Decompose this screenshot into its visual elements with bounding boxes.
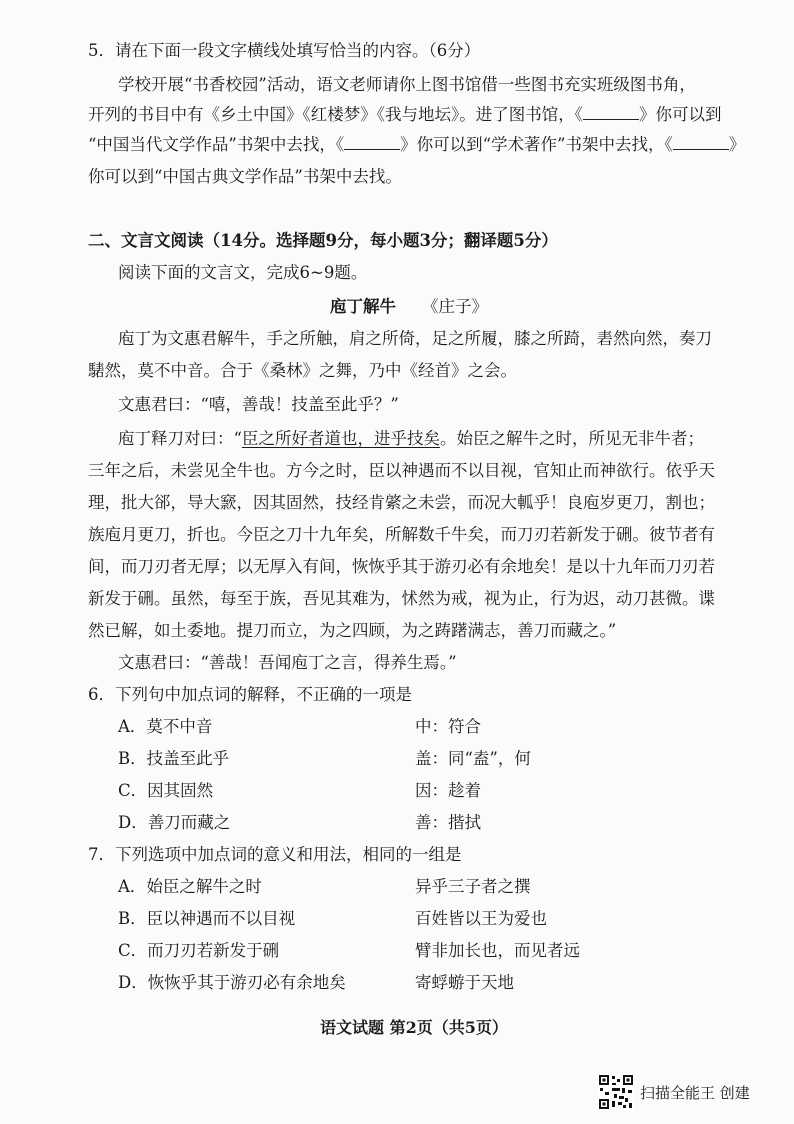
q5-line3: “中国当代文学作品”书架中去找，《 》你可以到“学术著作”书架中去找，《 》	[88, 135, 746, 154]
passage-line: 文惠君曰：“善哉！吾闻庖丁之言，得养生焉。”	[118, 653, 457, 672]
passage-title: 庖丁解牛 《庄子》	[330, 297, 488, 316]
q5-title: 5．请在下面一段文字横线处填写恰当的内容。（6分）	[88, 41, 481, 60]
passage-author: 《庄子》	[422, 297, 488, 316]
passage-line: 理，批大郤，导大窾，因其固然，技经肯綮之未尝，而况大軱乎！良庖岁更刀，割也；	[88, 493, 715, 512]
passage-line: 騞然，莫不中音。合于《桑林》之舞，乃中《经首》之会。	[88, 361, 517, 380]
exam-page: 5．请在下面一段文字横线处填写恰当的内容。（6分） 学校开展“书香校园”活动，语文老师请你上图书馆借一些图书充实班级图书角， 开列的书目中有《乡土中国》《红楼梦》《我与地坛》。进了图书馆，《 》你可以到 “中国当代文学作品”书架中去找，《 》你可以到“学术著作”书架中去找，《 》 你可以到“中国古典文学作品”书架中去找。 二、文言文阅读（14分。选择题9分，每小题3分；翻译题5分） 阅读下面的文言文，完成6~9题。 庖丁解牛 《庄子》 庖丁为文惠君解牛，手之所触，肩之所倚，足之所履，膝之所踦，砉然向然，奏刀 騞然，莫不中音。合于《桑林》之舞，乃中《经首》之会。 文惠君曰：“嘻，善哉！技盖至此乎？” 庖丁释刀对曰：“臣之所好者道也，进乎技矣。始臣之解牛之时，所见无非牛者； 三年之后，未尝见全牛也。方今之时，臣以神遇而不以目视，官知止而神欲行。依乎天 理，批大郤，导大窾，因其固然，技经肯綮之未尝，而况大軱乎！良庖岁更刀，割也； 族庖月更刀，折也。今臣之刀十九年矣，所解数千牛矣，而刀刃若新发于硎。彼节者有 间，而刀刃者无厚；以无厚入有间，恢恢乎其于游刃必有余地矣！是以十九年而刀刃若 新发于硎。虽然，每至于族，吾见其难为，怵然为戒，视为止，行为迟，动刀甚微。谍 然已解，如土委地。提刀而立，为之四顾，为之踌躇满志，善刀而藏之。” 文惠君曰：“善哉！吾闻庖丁之言，得养生焉。” 6．下列句中加点词的解释，不正确的一项是 A．莫不中音 中：符合 B．技盖至此乎 盖：同“盍”，何 C．因其固然 因：趁着 D．善刀而藏之 善：揩拭 7．下列选项中加点词的意义和用法，相同的一组是 A．始臣之解牛之时 异乎三子者之撰 B．臣以神遇而不以目视 百姓皆以王为爱也 C．而刀刃若新发于硎 臂非加长也，而见者远 D．恢恢乎其于游刃必有余地矣 寄蜉蝣于天地 语文试题 第2页（共5页） 扫描全能王 创建	[0, 0, 794, 1124]
q6-stem: 6．下列句中加点词的解释，不正确的一项是	[88, 685, 412, 704]
scanner-brand-label: 扫描全能王 创建	[640, 1084, 750, 1102]
passage-line: 新发于硎。虽然，每至于族，吾见其难为，怵然为戒，视为止，行为迟，动刀甚微。谍	[88, 589, 715, 608]
passage-line: 庖丁释刀对曰：“臣之所好者道也，进乎技矣。始臣之解牛之时，所见无非牛者；	[118, 429, 704, 448]
q5-line1: 学校开展“书香校园”活动，语文老师请你上图书馆借一些图书充实班级图书角，	[118, 75, 696, 94]
qr-code-icon	[598, 1074, 634, 1110]
underlined-sentence: 臣之所好者道也，进乎技矣	[241, 429, 440, 448]
passage-line: 三年之后，未尝见全牛也。方今之时，臣以神遇而不以目视，官知止而神欲行。依乎天	[88, 461, 715, 480]
answer-blank-2[interactable]	[344, 134, 400, 150]
passage-line: 文惠君曰：“嘻，善哉！技盖至此乎？”	[118, 395, 399, 414]
passage-line: 间，而刀刃者无厚；以无厚入有间，恢恢乎其于游刃必有余地矣！是以十九年而刀刃若	[88, 557, 715, 576]
section-heading: 二、文言文阅读（14分。选择题9分，每小题3分；翻译题5分）	[88, 231, 558, 250]
answer-blank-3[interactable]	[673, 134, 729, 150]
section-intro: 阅读下面的文言文，完成6~9题。	[118, 263, 368, 282]
q5-line2: 开列的书目中有《乡土中国》《红楼梦》《我与地坛》。进了图书馆，《 》你可以到	[88, 105, 722, 124]
passage-line: 庖丁为文惠君解牛，手之所触，肩之所倚，足之所履，膝之所踦，砉然向然，奏刀	[118, 329, 712, 348]
passage-line: 然已解，如土委地。提刀而立，为之四顾，为之踌躇满志，善刀而藏之。”	[88, 621, 617, 640]
page-footer: 语文试题 第2页（共5页）	[320, 1018, 508, 1037]
q5-line4: 你可以到“中国古典文学作品”书架中去找。	[88, 167, 402, 186]
passage-line: 族庖月更刀，折也。今臣之刀十九年矣，所解数千牛矣，而刀刃若新发于硎。彼节者有	[88, 525, 715, 544]
q7-stem: 7．下列选项中加点词的意义和用法，相同的一组是	[88, 845, 462, 864]
answer-blank-1[interactable]	[583, 104, 639, 120]
